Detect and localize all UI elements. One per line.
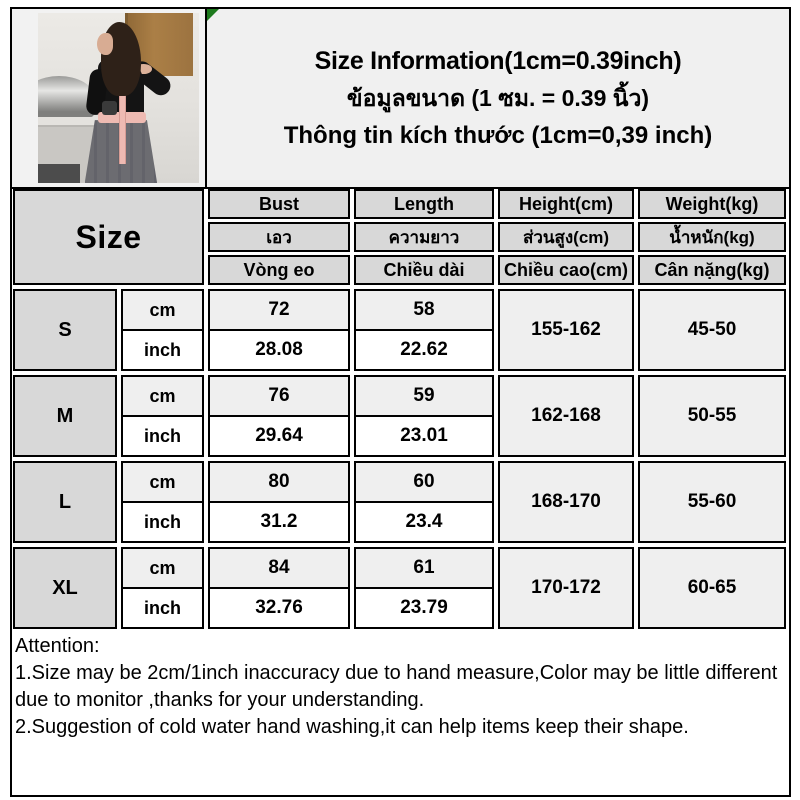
attention-heading: Attention: — [15, 635, 100, 657]
title-cell — [207, 9, 789, 189]
length-cm-value: 58 — [356, 291, 492, 329]
length-inch-value: 23.79 — [356, 587, 492, 627]
title-english: Size Information(1cm=0.39inch) — [314, 46, 682, 75]
unit-cm-label: cm — [123, 549, 202, 587]
weight-range: 50-55 — [638, 375, 786, 457]
photo-coffee-machine — [38, 76, 94, 119]
bust-values — [208, 547, 350, 629]
bust-cm-value: 80 — [210, 463, 348, 501]
height-range: 155-162 — [498, 289, 634, 371]
length-values — [354, 289, 494, 371]
bust-inch-value: 29.64 — [210, 415, 348, 455]
bust-inch-value: 31.2 — [210, 501, 348, 541]
length-cm-value: 60 — [356, 463, 492, 501]
header-size: Size — [13, 189, 204, 285]
length-cm-value: 59 — [356, 377, 492, 415]
bust-cm-value: 84 — [210, 549, 348, 587]
bust-inch-value: 32.76 — [210, 587, 348, 627]
title-vietnamese: Thông tin kích thước (1cm=0,39 inch) — [283, 121, 713, 149]
header-length-th: ความยาว — [354, 222, 494, 252]
bust-values — [208, 375, 350, 457]
header-bust-vi: Vòng eo — [208, 255, 350, 285]
weight-range: 45-50 — [638, 289, 786, 371]
length-values — [354, 547, 494, 629]
unit-inch-label: inch — [123, 415, 202, 455]
bust-values — [208, 461, 350, 543]
height-range: 168-170 — [498, 461, 634, 543]
header-weight-vi: Cân nặng(kg) — [638, 255, 786, 285]
size-chart-sheet — [10, 7, 791, 797]
height-range: 170-172 — [498, 547, 634, 629]
product-photo-cell — [12, 9, 207, 189]
length-cm-value: 61 — [356, 549, 492, 587]
unit-stack — [121, 547, 204, 629]
title-thai: ข้อมูลขนาด (1 ซม. = 0.39 นิ้ว) — [346, 84, 650, 111]
bust-cm-value: 72 — [210, 291, 348, 329]
unit-stack — [121, 289, 204, 371]
photo-floor — [38, 164, 80, 183]
header-length-vi: Chiều dài — [354, 255, 494, 285]
size-label: L — [13, 461, 117, 543]
length-values — [354, 375, 494, 457]
unit-inch-label: inch — [123, 329, 202, 369]
unit-inch-label: inch — [123, 501, 202, 541]
header-length-en: Length — [354, 189, 494, 219]
size-label: M — [13, 375, 117, 457]
length-values — [354, 461, 494, 543]
bust-inch-value: 28.08 — [210, 329, 348, 369]
table-row-m — [13, 375, 788, 457]
header-weight-en: Weight(kg) — [638, 189, 786, 219]
unit-inch-label: inch — [123, 587, 202, 627]
table-header — [13, 189, 788, 285]
size-label: S — [13, 289, 117, 371]
unit-stack — [121, 461, 204, 543]
weight-range: 60-65 — [638, 547, 786, 629]
attention-note-2: 2.Suggestion of cold water hand washing,it can help items keep their shape. — [15, 716, 689, 738]
height-range: 162-168 — [498, 375, 634, 457]
weight-range: 55-60 — [638, 461, 786, 543]
bust-cm-value: 76 — [210, 377, 348, 415]
unit-cm-label: cm — [123, 291, 202, 329]
length-inch-value: 22.62 — [356, 329, 492, 369]
length-inch-value: 23.4 — [356, 501, 492, 541]
top-section — [12, 9, 789, 189]
cell-corner-flag-icon — [207, 9, 219, 21]
size-table — [13, 189, 788, 629]
table-row-l — [13, 461, 788, 543]
length-inch-value: 23.01 — [356, 415, 492, 455]
table-row-s — [13, 289, 788, 371]
unit-stack — [121, 375, 204, 457]
header-bust-en: Bust — [208, 189, 350, 219]
header-weight-th: น้ำหนัก(kg) — [638, 222, 786, 252]
attention-note-1: 1.Size may be 2cm/1inch inaccuracy due to hand measure,Color may be little different due to monitor ,thanks for your understanding. — [15, 662, 778, 711]
size-label: XL — [13, 547, 117, 629]
header-height-vi: Chiều cao(cm) — [498, 255, 634, 285]
unit-cm-label: cm — [123, 463, 202, 501]
photo-model-face — [97, 33, 113, 55]
header-height-th: ส่วนสูง(cm) — [498, 222, 634, 252]
header-bust-th: เอว — [208, 222, 350, 252]
photo-model-hand-object — [102, 101, 116, 115]
unit-cm-label: cm — [123, 377, 202, 415]
bust-values — [208, 289, 350, 371]
attention-section — [15, 633, 788, 741]
product-photo — [38, 13, 199, 183]
table-row-xl — [13, 547, 788, 629]
header-height-en: Height(cm) — [498, 189, 634, 219]
